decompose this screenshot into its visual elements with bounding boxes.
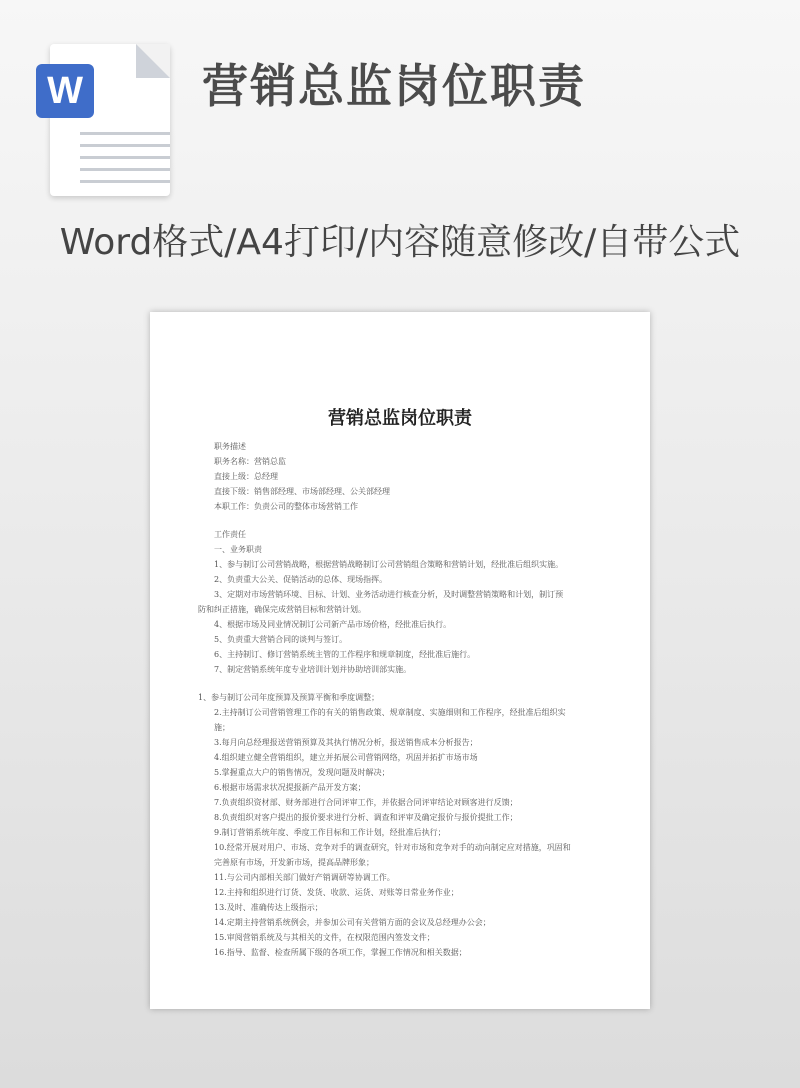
- document-line: 1、参与制订公司年度预算及预算平衡和季度调整；: [198, 693, 380, 702]
- page-fold-icon: [136, 44, 170, 78]
- document-line: 3、定期对市场营销环境、目标、计划、业务活动进行核查分析，及时调整营销策略和计划，制订预: [214, 590, 564, 599]
- document-line: 职务名称：营销总监: [214, 457, 286, 466]
- document-line: 10.经常开展对用户、市场、竞争对手的调查研究，针对市场和竞争对手的动向制定应对措施，巩固和: [214, 843, 571, 852]
- document-line: 3.每月向总经理报送营销预算及其执行情况分析，报送销售成本分析报告；: [214, 738, 478, 747]
- document-line: 9.制订营销系统年度、季度工作目标和工作计划，经批准后执行；: [214, 828, 446, 837]
- document-line: 工作责任: [214, 530, 246, 539]
- word-logo-icon: W: [36, 64, 94, 118]
- document-line: 2.主持制订公司营销管理工作的有关的销售政策、规章制度、实施细则和工作程序，经批准后组织实: [214, 708, 566, 717]
- document-line: 11.与公司内部相关部门做好产销调研等协调工作。: [214, 873, 395, 882]
- text-line-icon: [80, 132, 170, 135]
- document-line: 8.负责组织对客户提出的报价要求进行分析、调查和评审及确定报价与报价提批工作；: [214, 813, 518, 822]
- text-line-icon: [80, 180, 170, 183]
- document-line: 职务描述: [214, 442, 246, 451]
- document-line: 6.根据市场需求状况提报新产品开发方案；: [214, 783, 366, 792]
- document-line: 16.指导、监督、检查所属下级的各项工作，掌握工作情况和相关数据；: [214, 948, 467, 957]
- document-line: 7.负责组织资材部、财务部进行合同评审工作，并依据合同评审结论对顾客进行反馈；: [214, 798, 518, 807]
- document-line: 6、主持制订、修订营销系统主管的工作程序和规章制度，经批准后施行。: [214, 650, 476, 659]
- document-line: 4.组织建立健全营销组织，建立并拓展公司营销网络，巩固并拓扩市场市场: [214, 753, 478, 762]
- text-line-icon: [80, 156, 170, 159]
- document-line: 14.定期主持营销系统例会，并参加公司有关营销方面的会议及总经理办公会；: [214, 918, 491, 927]
- document-line: 5、负责重大营销合同的谈判与签订。: [214, 635, 348, 644]
- format-subtitle: Word格式/A4打印/内容随意修改/自带公式: [59, 222, 741, 263]
- word-file-icon: [36, 40, 186, 200]
- document-line: 5.掌握重点大户的销售情况，发现问题及时解决；: [214, 768, 390, 777]
- document-line: 15.审阅营销系统及与其相关的文件，在权限范围内签发文件；: [214, 933, 435, 942]
- document-line: 12.主持和组织进行订货、发货、收款、运货、对账等日常业务作业；: [214, 888, 459, 897]
- document-line: 4、根据市场及同业情况制订公司新产品市场价格，经批准后执行。: [214, 620, 452, 629]
- document-line: 一、业务职责: [214, 545, 262, 554]
- document-line: 本职工作：负责公司的整体市场营销工作: [214, 502, 358, 511]
- text-line-icon: [80, 168, 170, 171]
- document-line: 完善原有市场，开发新市场，提高品牌形象；: [214, 858, 374, 867]
- page-title: 营销总监岗位职责: [202, 59, 586, 113]
- document-line: 13.及时、准确传达上级指示；: [214, 903, 323, 912]
- document-line: 防和纠正措施，确保完成营销目标和营销计划。: [198, 605, 366, 614]
- document-line: 直接上级：总经理: [214, 472, 278, 481]
- document-line: 直接下级：销售部经理、市场部经理、公关部经理: [214, 487, 390, 496]
- text-line-icon: [80, 144, 170, 147]
- document-title: 营销总监岗位职责: [328, 408, 472, 429]
- document-preview: [150, 312, 650, 1009]
- document-line: 1、参与制订公司营销战略，根据营销战略制订公司营销组合策略和营销计划，经批准后组织实施。: [214, 560, 564, 569]
- document-line: 7、制定营销系统年度专业培训计划并协助培训部实施。: [214, 665, 412, 674]
- document-line: 2、负责重大公关、促销活动的总体、现场指挥。: [214, 575, 388, 584]
- document-line: 施；: [214, 723, 230, 732]
